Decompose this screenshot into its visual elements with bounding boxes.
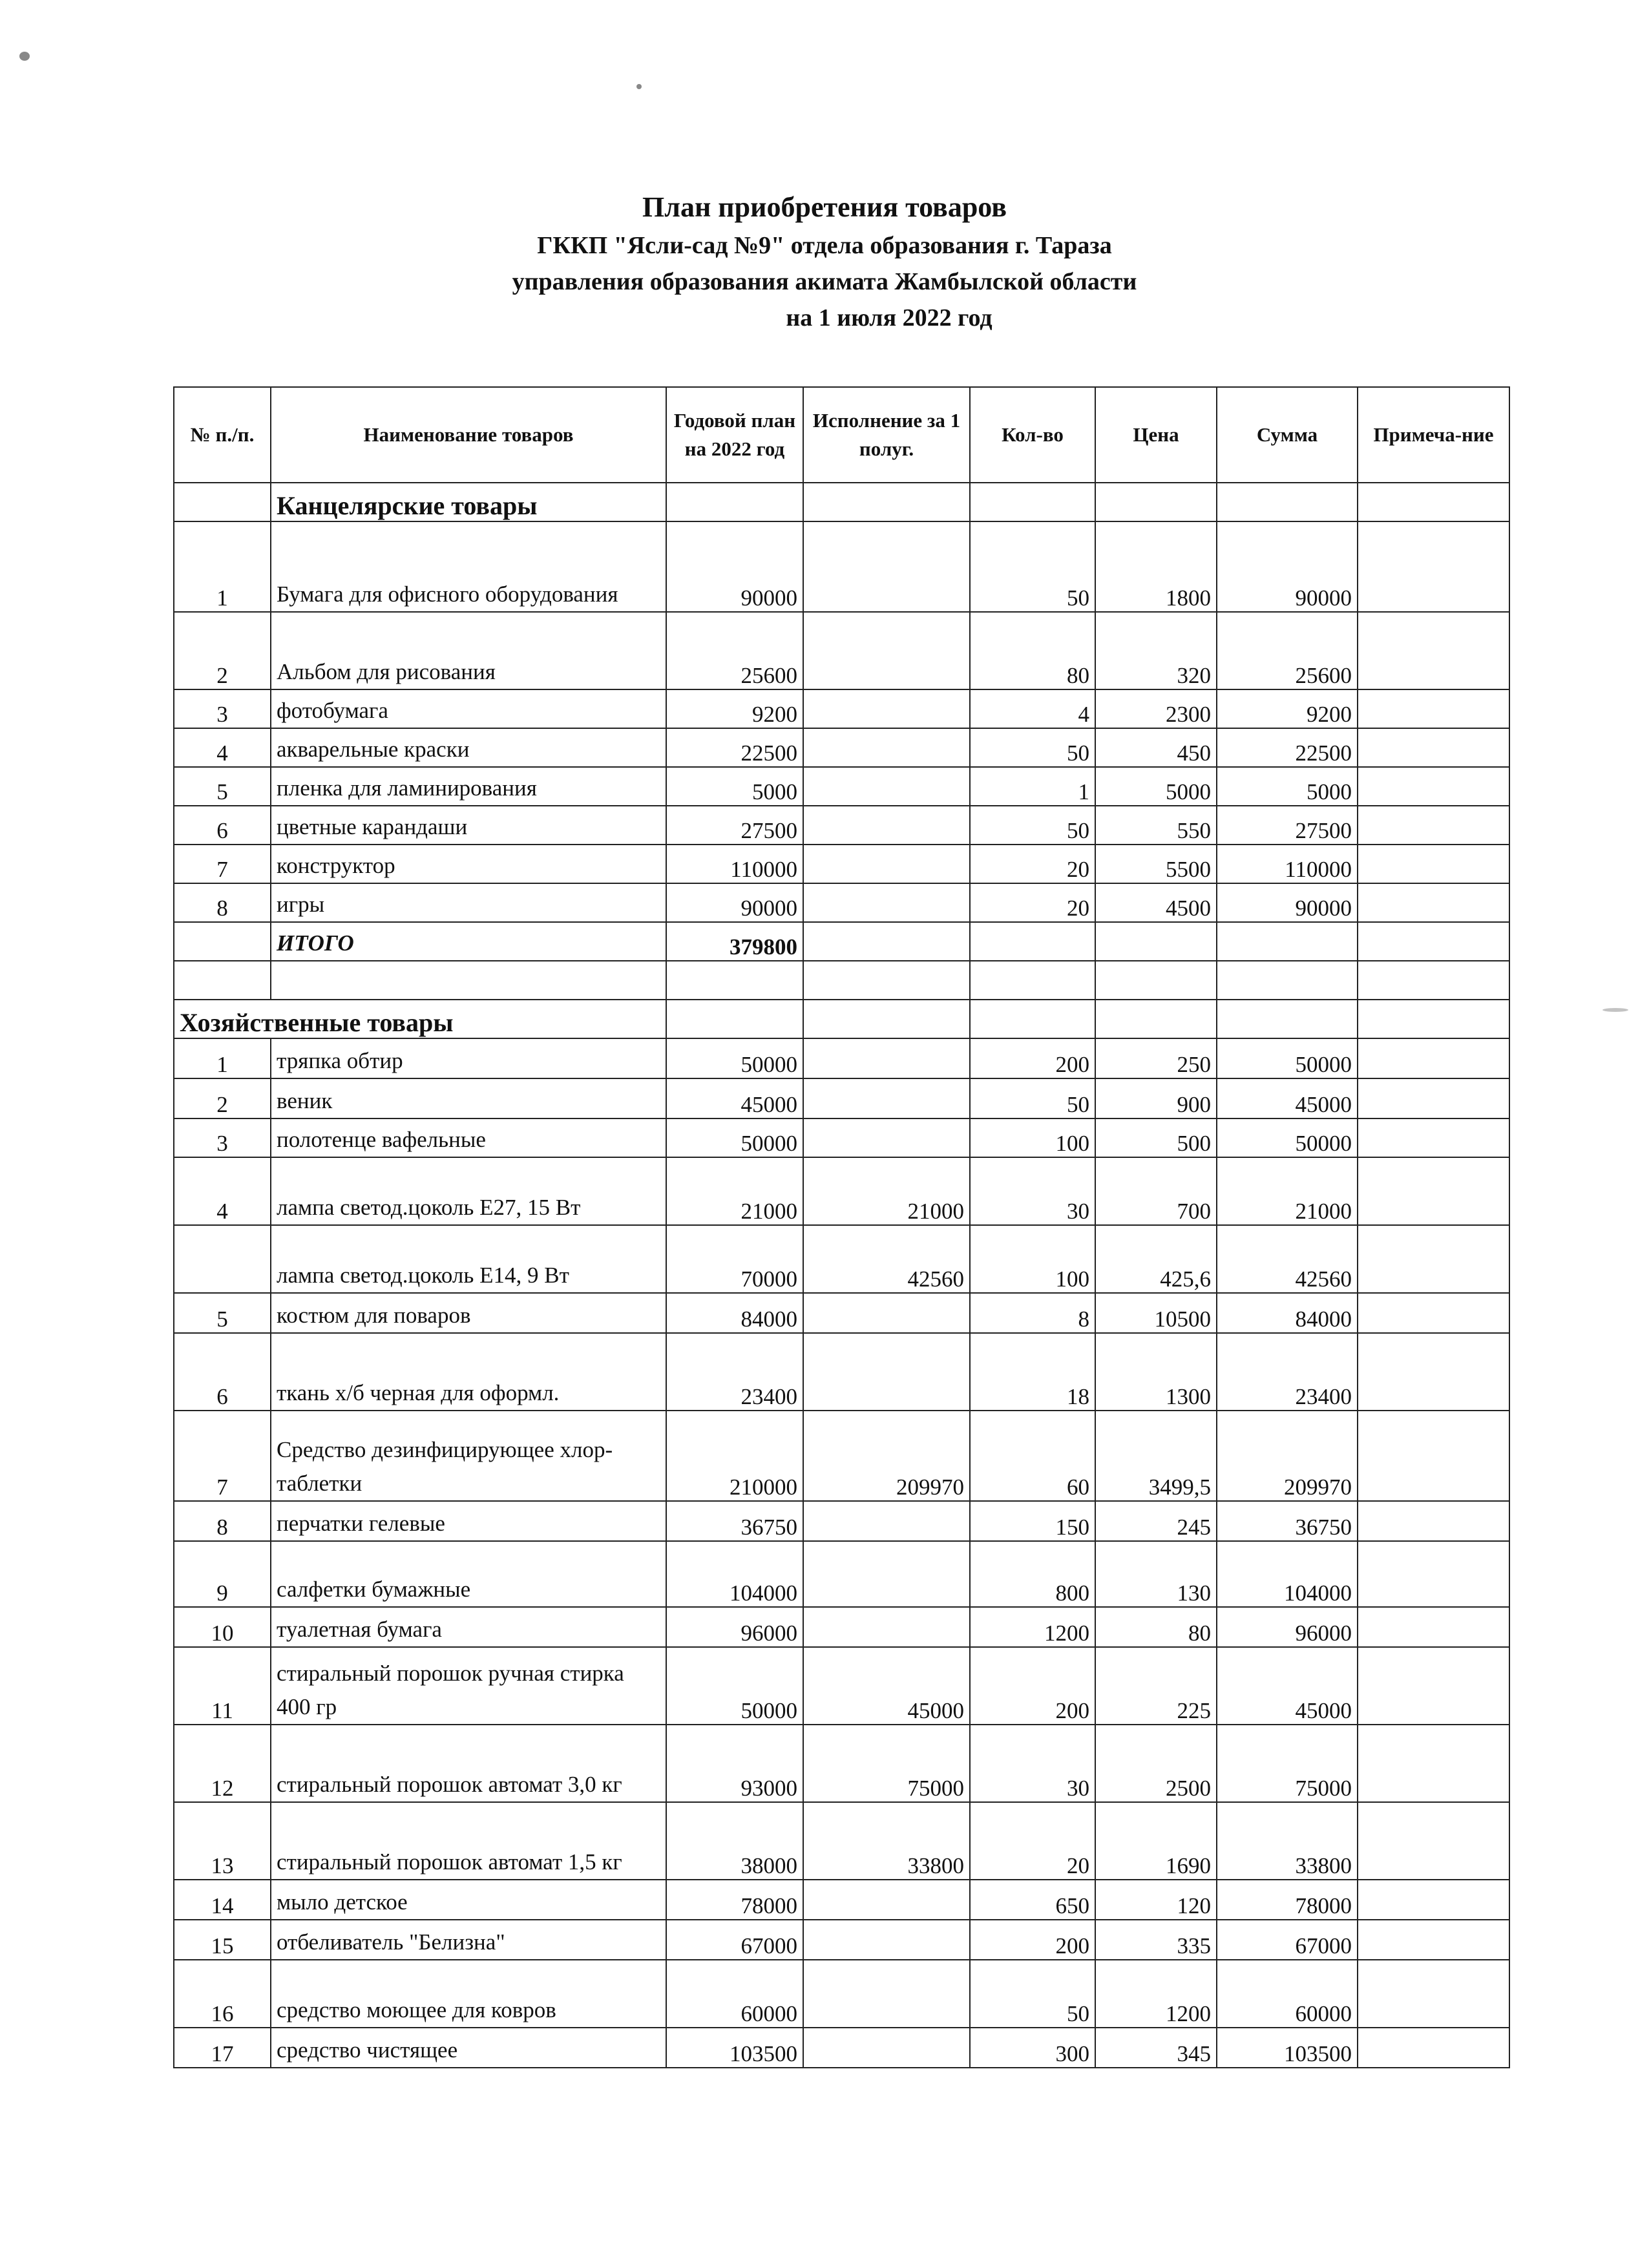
cell-plan: 23400	[666, 1333, 803, 1411]
cell-price: 1200	[1095, 1960, 1217, 2028]
cell-name: отбеливатель "Белизна"	[271, 1920, 666, 1960]
cell-n: 17	[174, 2028, 271, 2068]
cell-plan: 70000	[666, 1225, 803, 1293]
cell-plan: 38000	[666, 1802, 803, 1880]
col-header-name: Наименование товаров	[271, 387, 666, 483]
cell-qty: 50	[970, 806, 1095, 845]
table-header-row	[174, 387, 1509, 483]
cell-plan: 5000	[666, 767, 803, 806]
cell-n: 5	[174, 1293, 271, 1333]
cell-sum: 50000	[1217, 1118, 1358, 1157]
cell-sum: 22500	[1217, 728, 1358, 767]
cell-name: костюм для поваров	[271, 1293, 666, 1333]
table-row	[174, 806, 1509, 845]
cell-qty: 8	[970, 1293, 1095, 1333]
section-title-household: Хозяйственные товары	[174, 1000, 666, 1038]
scan-speck	[1602, 1008, 1628, 1012]
table-row	[174, 1501, 1509, 1541]
section-title-stationery: Канцелярские товары	[271, 483, 666, 521]
cell-sum: 90000	[1217, 883, 1358, 922]
cell-sum: 36750	[1217, 1501, 1358, 1541]
cell-plan: 9200	[666, 689, 803, 728]
cell-price: 425,6	[1095, 1225, 1217, 1293]
cell-n: 11	[174, 1647, 271, 1725]
document-header	[0, 187, 1649, 336]
cell-exec: 75000	[803, 1725, 970, 1802]
cell-exec	[803, 1038, 970, 1078]
cell-qty: 20	[970, 883, 1095, 922]
cell-name: стиральный порошок автомат 3,0 кг	[271, 1725, 666, 1802]
cell-name: пленка для ламинирования	[271, 767, 666, 806]
table-row	[174, 1647, 1509, 1725]
cell-note	[1358, 1802, 1509, 1880]
cell-name: средство моющее для ковров	[271, 1960, 666, 2028]
cell-exec	[803, 806, 970, 845]
cell-note	[1358, 1501, 1509, 1541]
cell-price: 120	[1095, 1880, 1217, 1920]
cell-note	[1358, 1541, 1509, 1607]
cell-price: 80	[1095, 1607, 1217, 1647]
cell-note	[1358, 728, 1509, 767]
col-header-execution: Исполнение за 1 полуг.	[803, 387, 970, 483]
cell-qty: 100	[970, 1118, 1095, 1157]
cell-plan: 60000	[666, 1960, 803, 2028]
cell-n: 8	[174, 1501, 271, 1541]
cell-exec	[803, 1960, 970, 2028]
cell-n: 14	[174, 1880, 271, 1920]
cell-note	[1358, 883, 1509, 922]
cell-qty: 300	[970, 2028, 1095, 2068]
cell-plan: 104000	[666, 1541, 803, 1607]
cell-n: 3	[174, 1118, 271, 1157]
cell-name: мыло детское	[271, 1880, 666, 1920]
cell-note	[1358, 1333, 1509, 1411]
cell-n: 2	[174, 612, 271, 689]
cell-qty: 200	[970, 1920, 1095, 1960]
cell-n: 10	[174, 1607, 271, 1647]
table-row	[174, 1725, 1509, 1802]
cell-name: лампа светод.цоколь Е27, 15 Вт	[271, 1157, 666, 1225]
cell-exec	[803, 1541, 970, 1607]
col-header-sum: Сумма	[1217, 387, 1358, 483]
cell-qty: 800	[970, 1541, 1095, 1607]
cell-price: 250	[1095, 1038, 1217, 1078]
table-row	[174, 1411, 1509, 1501]
cell-price: 550	[1095, 806, 1217, 845]
table-row	[174, 521, 1509, 612]
section-row-stationery	[174, 483, 1509, 521]
cell-plan: 25600	[666, 612, 803, 689]
table-row	[174, 1960, 1509, 2028]
cell-exec	[803, 1501, 970, 1541]
cell-plan: 84000	[666, 1293, 803, 1333]
cell-price: 335	[1095, 1920, 1217, 1960]
cell-name: лампа светод.цоколь Е14, 9 Вт	[271, 1225, 666, 1293]
cell-exec	[803, 883, 970, 922]
cell-note	[1358, 1225, 1509, 1293]
cell-sum: 209970	[1217, 1411, 1358, 1501]
cell-sum: 21000	[1217, 1157, 1358, 1225]
cell-n: 16	[174, 1960, 271, 2028]
cell-exec	[803, 845, 970, 883]
cell-price: 225	[1095, 1647, 1217, 1725]
cell-name: цветные карандаши	[271, 806, 666, 845]
cell-name: стиральный порошок автомат 1,5 кг	[271, 1802, 666, 1880]
cell-name: тряпка обтир	[271, 1038, 666, 1078]
cell-sum: 50000	[1217, 1038, 1358, 1078]
cell-qty: 18	[970, 1333, 1095, 1411]
cell-n: 5	[174, 767, 271, 806]
cell-sum: 45000	[1217, 1078, 1358, 1118]
table-body	[174, 483, 1509, 2068]
cell-note	[1358, 689, 1509, 728]
cell-n: 7	[174, 1411, 271, 1501]
cell-qty: 50	[970, 1960, 1095, 2028]
cell-qty: 650	[970, 1880, 1095, 1920]
cell-exec: 209970	[803, 1411, 970, 1501]
cell-note	[1358, 1960, 1509, 2028]
cell-exec	[803, 2028, 970, 2068]
cell-qty: 100	[970, 1225, 1095, 1293]
table-row	[174, 1802, 1509, 1880]
table-row	[174, 2028, 1509, 2068]
cell-plan: 21000	[666, 1157, 803, 1225]
cell-price: 1690	[1095, 1802, 1217, 1880]
cell-n: 2	[174, 1078, 271, 1118]
cell-exec	[803, 767, 970, 806]
cell-qty: 30	[970, 1725, 1095, 1802]
cell-note	[1358, 1725, 1509, 1802]
cell-price: 2500	[1095, 1725, 1217, 1802]
table-row	[174, 1078, 1509, 1118]
cell-note	[1358, 1607, 1509, 1647]
cell-note	[1358, 1880, 1509, 1920]
cell-name: веник	[271, 1078, 666, 1118]
cell-sum: 42560	[1217, 1225, 1358, 1293]
cell-sum: 75000	[1217, 1725, 1358, 1802]
cell-plan: 110000	[666, 845, 803, 883]
cell-plan: 36750	[666, 1501, 803, 1541]
cell-note	[1358, 1411, 1509, 1501]
cell-plan: 50000	[666, 1647, 803, 1725]
document-date: на 1 июля 2022 год	[786, 304, 993, 331]
cell-name: полотенце вафельные	[271, 1118, 666, 1157]
table-row	[174, 1157, 1509, 1225]
table-row	[174, 1293, 1509, 1333]
cell-n: 4	[174, 1157, 271, 1225]
cell-name: ткань х/б черная для оформл.	[271, 1333, 666, 1411]
cell-plan: 210000	[666, 1411, 803, 1501]
cell-note	[1358, 767, 1509, 806]
cell-plan: 103500	[666, 2028, 803, 2068]
organization-line-2: управления образования акимата Жамбылской области	[512, 268, 1137, 295]
cell-sum: 45000	[1217, 1647, 1358, 1725]
cell-plan: 96000	[666, 1607, 803, 1647]
organization-line-1: ГККП "Ясли-сад №9" отдела образования г. Тараза	[537, 232, 1112, 259]
cell-plan: 27500	[666, 806, 803, 845]
cell-plan: 78000	[666, 1880, 803, 1920]
cell-n: 3	[174, 689, 271, 728]
cell-name: салфетки бумажные	[271, 1541, 666, 1607]
cell-qty: 50	[970, 521, 1095, 612]
total-value: 379800	[666, 922, 803, 961]
cell-qty: 20	[970, 845, 1095, 883]
total-label: ИТОГО	[271, 922, 666, 961]
cell-n: 7	[174, 845, 271, 883]
cell-sum: 27500	[1217, 806, 1358, 845]
cell-qty: 1200	[970, 1607, 1095, 1647]
cell-exec: 21000	[803, 1157, 970, 1225]
cell-sum: 67000	[1217, 1920, 1358, 1960]
cell-n: 9	[174, 1541, 271, 1607]
cell-sum: 23400	[1217, 1333, 1358, 1411]
table-row	[174, 1920, 1509, 1960]
cell-sum: 96000	[1217, 1607, 1358, 1647]
cell-qty: 80	[970, 612, 1095, 689]
table-row	[174, 1118, 1509, 1157]
cell-price: 10500	[1095, 1293, 1217, 1333]
cell-sum: 25600	[1217, 612, 1358, 689]
cell-price: 450	[1095, 728, 1217, 767]
cell-qty: 50	[970, 728, 1095, 767]
cell-n: 6	[174, 1333, 271, 1411]
cell-qty: 200	[970, 1647, 1095, 1725]
cell-note	[1358, 1293, 1509, 1333]
table-row	[174, 728, 1509, 767]
cell-note	[1358, 1118, 1509, 1157]
cell-name: Альбом для рисования	[271, 612, 666, 689]
cell-n: 15	[174, 1920, 271, 1960]
total-row	[174, 922, 1509, 961]
table-row	[174, 1541, 1509, 1607]
col-header-number: № п./п.	[174, 387, 271, 483]
cell-sum: 78000	[1217, 1880, 1358, 1920]
cell-exec	[803, 1293, 970, 1333]
document-title: План приобретения товаров	[642, 191, 1007, 223]
cell-qty: 50	[970, 1078, 1095, 1118]
cell-price: 245	[1095, 1501, 1217, 1541]
cell-price: 700	[1095, 1157, 1217, 1225]
cell-sum: 90000	[1217, 521, 1358, 612]
table-row	[174, 612, 1509, 689]
cell-sum: 60000	[1217, 1960, 1358, 2028]
cell-n: 13	[174, 1802, 271, 1880]
cell-name: перчатки гелевые	[271, 1501, 666, 1541]
cell-sum: 104000	[1217, 1541, 1358, 1607]
cell-exec	[803, 1920, 970, 1960]
cell-name: конструктор	[271, 845, 666, 883]
cell-n: 4	[174, 728, 271, 767]
cell-price: 500	[1095, 1118, 1217, 1157]
cell-note	[1358, 612, 1509, 689]
cell-exec: 42560	[803, 1225, 970, 1293]
cell-sum: 84000	[1217, 1293, 1358, 1333]
cell-name: акварельные краски	[271, 728, 666, 767]
cell-note	[1358, 806, 1509, 845]
cell-note	[1358, 1920, 1509, 1960]
cell-n: 1	[174, 521, 271, 612]
purchase-plan-table	[173, 386, 1510, 2068]
cell-qty: 200	[970, 1038, 1095, 1078]
cell-qty: 4	[970, 689, 1095, 728]
cell-qty: 60	[970, 1411, 1095, 1501]
table-row	[174, 1225, 1509, 1293]
cell-plan: 50000	[666, 1038, 803, 1078]
cell-plan: 45000	[666, 1078, 803, 1118]
cell-exec	[803, 1078, 970, 1118]
table-row	[174, 883, 1509, 922]
col-header-quantity: Кол-во	[970, 387, 1095, 483]
cell-price: 3499,5	[1095, 1411, 1217, 1501]
cell-price: 345	[1095, 2028, 1217, 2068]
cell-exec: 45000	[803, 1647, 970, 1725]
cell-price: 5000	[1095, 767, 1217, 806]
cell-plan: 90000	[666, 521, 803, 612]
cell-qty: 1	[970, 767, 1095, 806]
cell-name: туалетная бумага	[271, 1607, 666, 1647]
cell-name: стиральный порошок ручная стирка 400 гр	[271, 1647, 666, 1725]
cell-note	[1358, 1647, 1509, 1725]
cell-exec	[803, 1880, 970, 1920]
cell-qty: 20	[970, 1802, 1095, 1880]
cell-n: 1	[174, 1038, 271, 1078]
cell-qty: 150	[970, 1501, 1095, 1541]
cell-name: Бумага для офисного оборудования	[271, 521, 666, 612]
cell-price: 1800	[1095, 521, 1217, 612]
cell-plan: 22500	[666, 728, 803, 767]
cell-name: фотобумага	[271, 689, 666, 728]
cell-sum: 5000	[1217, 767, 1358, 806]
cell-qty: 30	[970, 1157, 1095, 1225]
cell-note	[1358, 2028, 1509, 2068]
cell-sum: 103500	[1217, 2028, 1358, 2068]
cell-price: 4500	[1095, 883, 1217, 922]
scan-speck	[636, 84, 642, 89]
table-row	[174, 1880, 1509, 1920]
cell-price: 5500	[1095, 845, 1217, 883]
cell-exec	[803, 1118, 970, 1157]
cell-note	[1358, 1038, 1509, 1078]
cell-exec	[803, 612, 970, 689]
table-row	[174, 1038, 1509, 1078]
cell-price: 900	[1095, 1078, 1217, 1118]
cell-plan: 50000	[666, 1118, 803, 1157]
table-row	[174, 1333, 1509, 1411]
cell-n: 12	[174, 1725, 271, 1802]
cell-name: игры	[271, 883, 666, 922]
table-row	[174, 1607, 1509, 1647]
cell-note	[1358, 521, 1509, 612]
cell-plan: 90000	[666, 883, 803, 922]
cell-exec	[803, 521, 970, 612]
table-row	[174, 689, 1509, 728]
cell-price: 1300	[1095, 1333, 1217, 1411]
col-header-annual-plan: Годовой план на 2022 год	[666, 387, 803, 483]
col-header-note: Примеча-ние	[1358, 387, 1509, 483]
cell-name: Средство дезинфицирующее хлор-таблетки	[271, 1411, 666, 1501]
cell-sum: 33800	[1217, 1802, 1358, 1880]
cell-n: 8	[174, 883, 271, 922]
cell-n	[174, 1225, 271, 1293]
cell-exec	[803, 1607, 970, 1647]
cell-note	[1358, 845, 1509, 883]
cell-exec	[803, 1333, 970, 1411]
cell-sum: 110000	[1217, 845, 1358, 883]
table-row	[174, 767, 1509, 806]
cell-sum: 9200	[1217, 689, 1358, 728]
empty-row	[174, 961, 1509, 1000]
cell-price: 2300	[1095, 689, 1217, 728]
cell-exec	[803, 728, 970, 767]
section-row-household	[174, 1000, 1509, 1038]
col-header-price: Цена	[1095, 387, 1217, 483]
cell-plan: 67000	[666, 1920, 803, 1960]
cell-plan: 93000	[666, 1725, 803, 1802]
scan-speck	[19, 52, 30, 61]
cell-note	[1358, 1157, 1509, 1225]
cell-price: 320	[1095, 612, 1217, 689]
cell-note	[1358, 1078, 1509, 1118]
cell-price: 130	[1095, 1541, 1217, 1607]
cell-name: средство чистящее	[271, 2028, 666, 2068]
cell-exec	[803, 689, 970, 728]
cell-n: 6	[174, 806, 271, 845]
table-row	[174, 845, 1509, 883]
cell-exec: 33800	[803, 1802, 970, 1880]
